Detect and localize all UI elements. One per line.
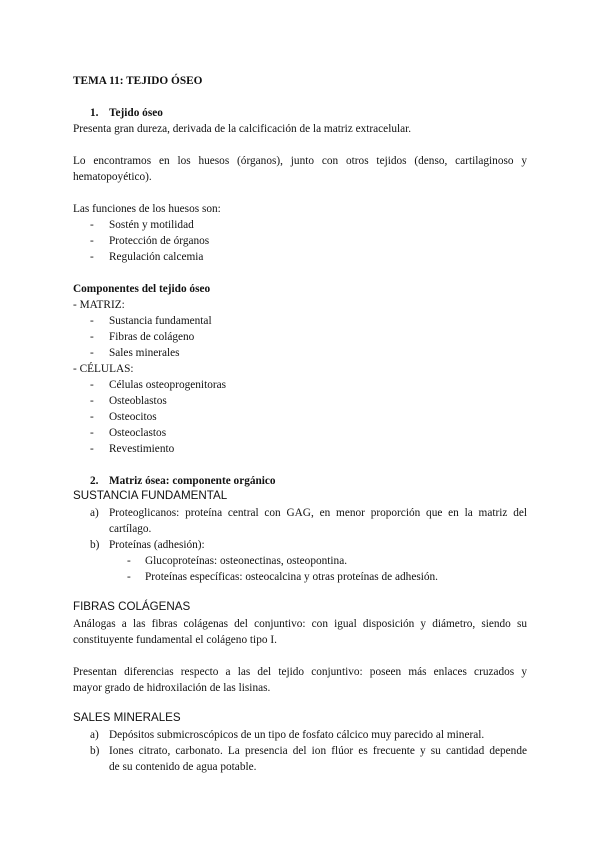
section-2-heading: Matriz ósea: componente orgánico — [109, 475, 276, 487]
list-item: Protección de órganos — [109, 235, 210, 247]
list-item: Regulación calcemia — [109, 251, 204, 263]
paragraph: Las funciones de los huesos son: — [73, 203, 221, 215]
bullet-dash: - — [90, 395, 94, 407]
bullet-dash: - — [90, 443, 94, 455]
paragraph: Lo encontramos en los huesos (órganos), junto con otros tejidos (denso, cartilaginoso y — [73, 155, 527, 167]
list-item: Proteínas (adhesión): — [109, 539, 205, 551]
document-title: TEMA 11: TEJIDO ÓSEO — [73, 75, 203, 87]
subheading-sales-minerales: SALES MINERALES — [73, 711, 181, 724]
bullet-dash: - — [90, 235, 94, 247]
list-item: Depósitos submicroscópicos de un tipo de fosfato cálcico muy parecido al mineral. — [109, 729, 485, 741]
list-item: Osteocitos — [109, 411, 157, 423]
paragraph: constituyente fundamental el colágeno tipo I. — [73, 634, 277, 646]
list-item: Osteoblastos — [109, 395, 167, 407]
list-marker: b) — [90, 745, 100, 757]
list-marker: a) — [90, 507, 99, 519]
paragraph: Presentan diferencias respecto a las del tejido conjuntivo: poseen más enlaces cruzados y — [73, 666, 527, 678]
subheading-sustancia-fundamental: SUSTANCIA FUNDAMENTAL — [73, 489, 228, 502]
bullet-dash: - — [90, 411, 94, 423]
components-heading: Componentes del tejido óseo — [73, 283, 211, 295]
list-item-continuation: de su contenido de agua potable. — [109, 761, 257, 773]
bullet-dash: - — [90, 379, 94, 391]
sub-list-item: Glucoproteínas: osteonectinas, osteopontina. — [145, 555, 348, 567]
section-1-heading: Tejido óseo — [109, 107, 163, 119]
list-item: Proteoglicanos: proteína central con GAG, en menor proporción que en la matriz del — [109, 507, 527, 519]
paragraph: Presenta gran dureza, derivada de la calcificación de la matriz extracelular. — [73, 123, 412, 135]
list-item: Sales minerales — [109, 347, 180, 359]
bullet-dash: - — [127, 571, 131, 583]
list-item-continuation: cartílago. — [109, 523, 152, 535]
paragraph: mayor grado de hidroxilación de las lisinas. — [73, 682, 271, 694]
list-item: Sustancia fundamental — [109, 315, 212, 327]
list-item: Sostén y motilidad — [109, 219, 194, 231]
section-2-number: 2. — [90, 475, 99, 487]
sub-list-item: Proteínas específicas: osteocalcina y otras proteínas de adhesión. — [145, 571, 438, 583]
list-marker: b) — [90, 539, 100, 551]
bullet-dash: - — [90, 219, 94, 231]
paragraph: Análogas a las fibras colágenas del conjuntivo: con igual disposición y diámetro, siendo su — [73, 618, 527, 630]
bullet-dash: - — [90, 251, 94, 263]
section-1-number: 1. — [90, 107, 99, 119]
bullet-dash: - — [127, 555, 131, 567]
bullet-dash: - — [90, 315, 94, 327]
list-item: Células osteoprogenitoras — [109, 379, 227, 391]
bullet-dash: - — [90, 347, 94, 359]
list-item: Iones citrato, carbonato. La presencia del ion flúor es frecuente y su cantidad depende — [109, 745, 527, 757]
list-marker: a) — [90, 729, 99, 741]
list-item: Fibras de colágeno — [109, 331, 195, 343]
list-item: Revestimiento — [109, 443, 175, 455]
bullet-dash: - — [90, 427, 94, 439]
celulas-label: - CÉLULAS: — [73, 363, 134, 375]
bullet-dash: - — [90, 331, 94, 343]
subheading-fibras-colagenas: FIBRAS COLÁGENAS — [73, 600, 191, 613]
matriz-label: - MATRIZ: — [73, 299, 125, 311]
list-item: Osteoclastos — [109, 427, 167, 439]
paragraph: hematopoyético). — [73, 171, 152, 183]
